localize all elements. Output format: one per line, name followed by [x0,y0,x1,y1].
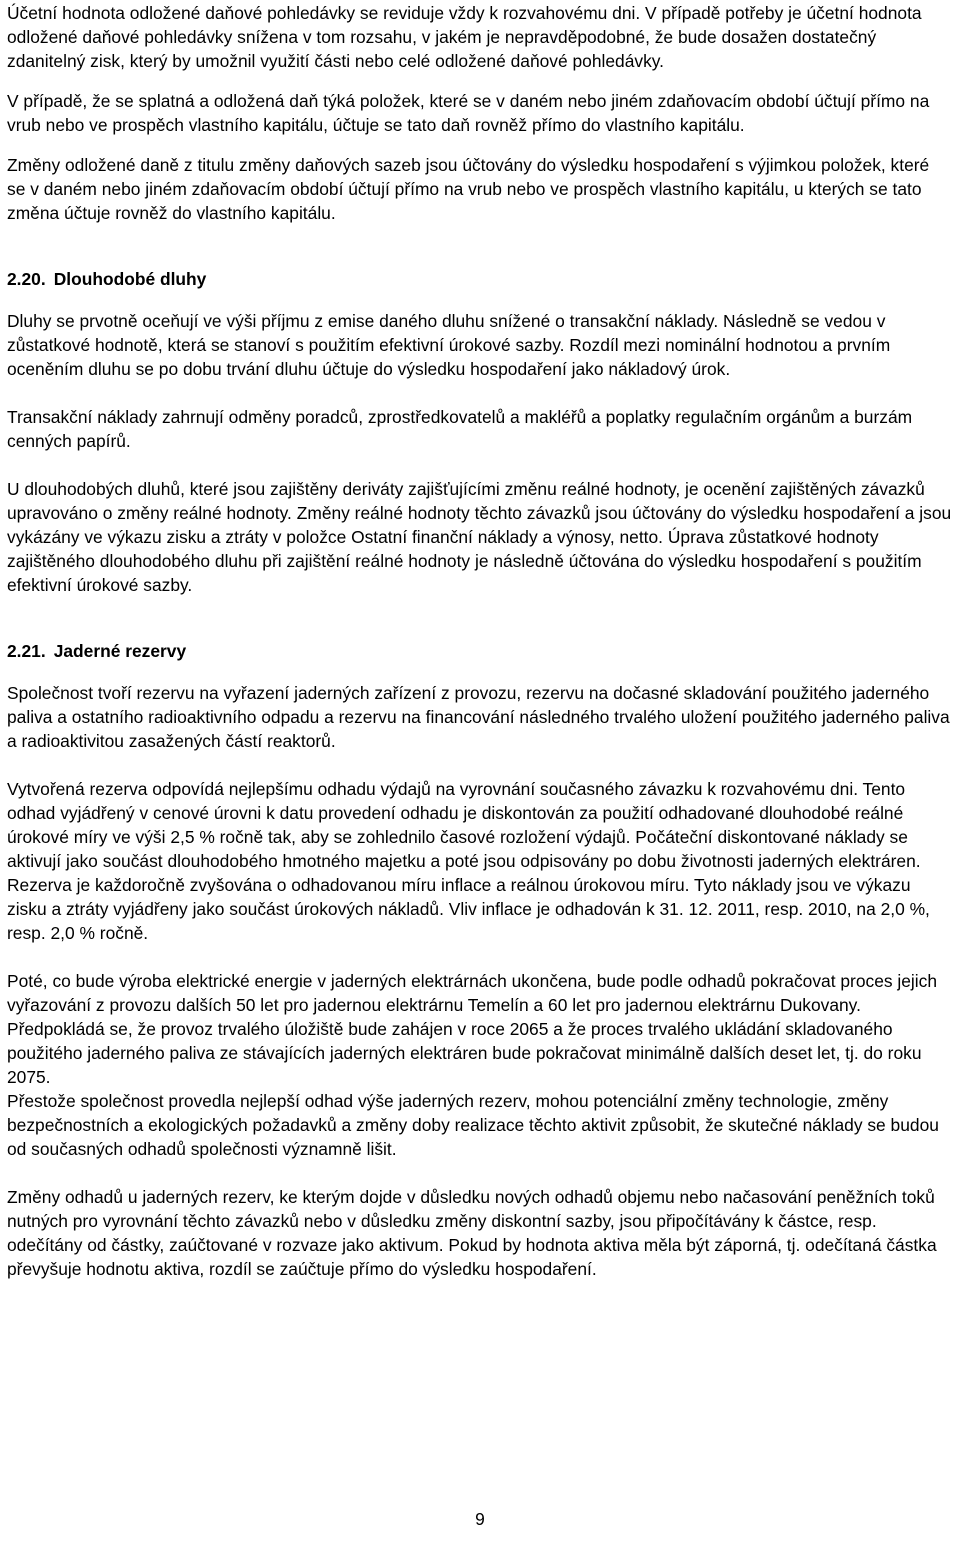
section-title: Dlouhodobé dluhy [53,269,207,289]
paragraph-deferred-tax-equity: V případě, že se splatná a odložená daň týká položek, které se v daném nebo jiném zdaňovacím období účtují přímo na vrub nebo ve prospěch vlastního kapitálu, účtuje se tato daň rovněž přímo do vlastního kapitálu. [7,91,930,135]
paragraph-estimate-uncertainty: Přestože společnost provedla nejlepší odhad výše jaderných rezerv, mohou potenciální změny technologie, změny bezpečnostních a ekologických požadavků a změny doby realizace těchto aktivit způsobit, že skutečné náklady se budou od současných odhadů společnosti významně lišit. [7,1091,939,1159]
paragraph-deferred-tax-rate-changes: Změny odložené daně z titulu změny daňových sazeb jsou účtovány do výsledku hospodaření s výjimkou položek, které se v daném nebo jiném zdaňovacím období účtují přímo na vrub nebo ve prospěch vlastního kapitálu, u kterých se tato změna účtuje rovněž do vlastního kapitálu. [7,155,930,223]
paragraph-deferred-tax-review: Účetní hodnota odložené daňové pohledávky se reviduje vždy k rozvahovému dni. V případě potřeby je účetní hodnota odložené daňové pohledávky snížena v tom rozsahu, v jakém je nepravděpodobné, že bude dosažen dostatečný zdanitelný zisk, který by umožnil využití části nebo celé odložené daňové pohledávky. [7,3,922,71]
section-heading-nuclear-provisions [7,639,952,663]
section-number: 2.20. [7,269,46,289]
paragraph-estimate-changes: Změny odhadů u jaderných rezerv, ke kterým dojde v důsledku nových odhadů objemu nebo načasování peněžních toků nutných pro vyrovnání těchto závazků nebo v důsledku změny diskontní sazby, jsou připočítávány k částce, resp. odečítány od částky, zaúčtované v rozvaze jako aktivum. Pokud by hodnota aktiva měla být záporná, tj. odečítaná částka převyšuje hodnotu aktiva, rozdíl se zaúčtuje přímo do výsledku hospodaření. [7,1187,937,1279]
section-title: Jaderné rezervy [53,641,187,661]
section-heading-long-term-debts [7,267,952,291]
page-number: 9 [475,1509,485,1529]
paragraph-transaction-costs: Transakční náklady zahrnují odměny poradců, zprostředkovatelů a makléřů a poplatky regulačním orgánům a burzám cenných papírů. [7,407,913,451]
section-number: 2.21. [7,641,46,661]
paragraph-decommissioning-timeline: Poté, co bude výroba elektrické energie v jaderných elektrárnách ukončena, bude podle odhadů pokračovat proces jejich vyřazování z provozu dalších 50 let pro jadernou elektrárnu Temelín a 60 let pro jadernou elektrárnu Dukovany. Předpokládá se, že provoz trvalého úložiště bude zahájen v roce 2065 a že proces trvalého ukládání skladovaného použitého jaderného paliva ze stávajících jaderných elektráren bude pokračovat minimálně dalších deset let, tj. do roku 2075. [7,971,938,1087]
paragraph-debts-initial-measurement: Dluhy se prvotně oceňují ve výši příjmu z emise daného dluhu snížené o transakční náklady. Následně se vedou v zůstatkové hodnotě, která se stanoví s použitím efektivní úrokové sazby. Rozdíl mezi nominální hodnotou a prvním oceněním dluhu se po dobu trvání dluhu účtuje do výsledku hospodaření jako nákladový úrok. [7,311,891,379]
paragraph-nuclear-provisions-types: Společnost tvoří rezervu na vyřazení jaderných zařízení z provozu, rezervu na dočasné skladování použitého jaderného paliva a ostatního radioaktivního odpadu a rezervu na financování následného trvalého uložení použitého jaderného paliva a radioaktivitou zasažených částí reaktorů. [7,683,950,751]
paragraph-hedged-debts: U dlouhodobých dluhů, které jsou zajištěny deriváty zajišťujícími změnu reálné hodnoty, je ocenění zajištěných závazků upravováno o změny reálné hodnoty. Změny reálné hodnoty těchto závazků jsou účtovány do výsledku hospodaření a jsou vykázány ve výkazu zisku a ztráty v položce Ostatní finanční náklady a výnosy, netto. Úprava zůstatkové hodnoty zajištěného dlouhodobého dluhu při zajištění reálné hodnoty je následně účtována do výsledku hospodaření s použitím efektivní úrokové sazby. [7,479,952,595]
paragraph-provision-estimate: Vytvořená rezerva odpovídá nejlepšímu odhadu výdajů na vyrovnání současného závazku k rozvahovému dni. Tento odhad vyjádřený v cenové úrovni k datu provedení odhadu je diskontován za použití odhadované dlouhodobé reálné úrokové míry ve výši 2,5 % ročně tak, aby se zohlednilo časové rozložení výdajů. Počáteční diskontované náklady se aktivují jako součást dlouhodobého hmotného majetku a poté jsou odpisovány po dobu životnosti jaderných elektráren. Rezerva je každoročně zvyšována o odhadovanou míru inflace a reálnou úrokovou míru. Tyto náklady jsou ve výkazu zisku a ztráty vyjádřeny jako součást úrokových nákladů. Vliv inflace je odhadován k 31. 12. 2011, resp. 2010, na 2,0 %, resp. 2,0 % ročně. [7,779,930,943]
